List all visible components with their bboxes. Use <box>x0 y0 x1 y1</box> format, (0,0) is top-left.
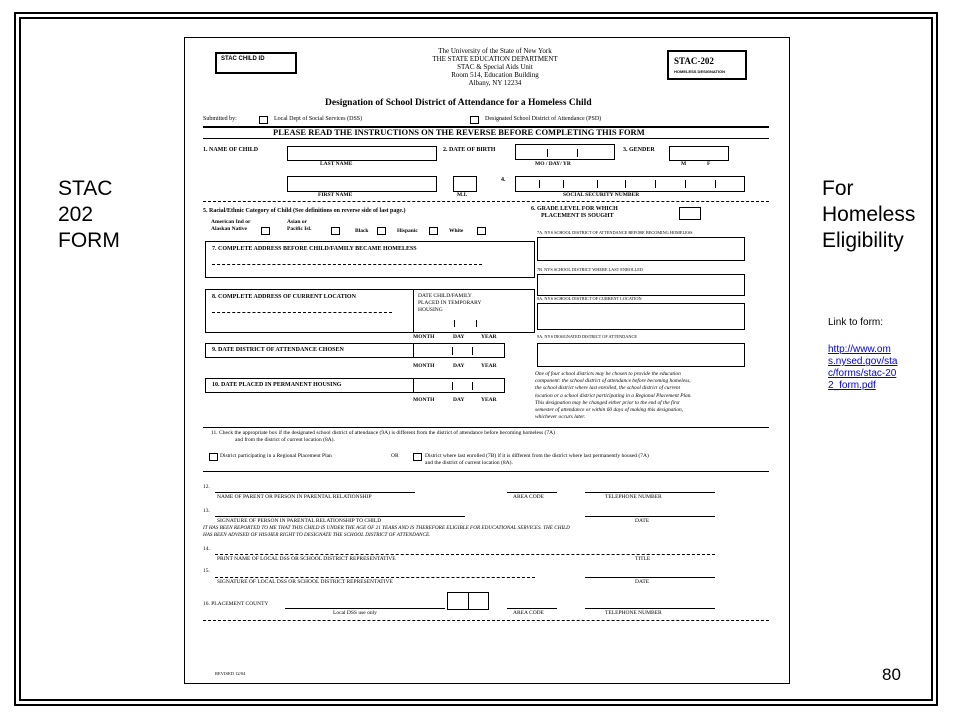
option-psd-label: Designated School District of Attendance (PSD) <box>485 116 602 122</box>
field-10-label: 10. DATE PLACED IN PERMANENT HOUSING <box>212 382 342 388</box>
child-id-box <box>215 52 297 74</box>
dob-sub-label: MO / DAY/ YR <box>535 161 571 167</box>
separator <box>472 347 473 355</box>
race-aian-label <box>211 219 250 233</box>
race-aian-line: Alaskan Native <box>211 226 247 232</box>
parent-signature-label: SIGNATURE OF PERSON IN PARENTAL RELATIONSHIP TO CHILD <box>217 518 382 524</box>
month-label: MONTH <box>413 397 435 403</box>
field-7-label: 7. COMPLETE ADDRESS BEFORE CHILD/FAMILY BECAME HOMELESS <box>212 246 417 252</box>
race-api-line: Pacific Isl. <box>287 226 312 232</box>
field-13-number: 13. <box>203 508 210 514</box>
separator <box>597 180 598 188</box>
day-label: DAY <box>453 334 465 340</box>
separator <box>452 382 453 390</box>
ssn-input[interactable] <box>515 176 745 192</box>
month-label: MONTH <box>413 363 435 369</box>
county-line[interactable] <box>285 608 445 609</box>
dss-use-label: Local DSS use only <box>333 610 377 616</box>
field-15-number: 15. <box>203 568 210 574</box>
race-aian-line: American Ind or <box>211 219 251 225</box>
separator <box>655 180 656 188</box>
mi-label: M.I. <box>457 192 468 198</box>
right-title-line: Eligibility <box>822 229 904 252</box>
separator <box>413 379 414 393</box>
checkbox-dss[interactable] <box>259 116 268 124</box>
representative-signature-line[interactable] <box>215 577 535 578</box>
field-8-date-line: HOUSING <box>418 307 443 313</box>
right-title-line: Homeless <box>822 203 916 226</box>
field-11-option-2-cont: and the district of current location (8A). <box>425 460 513 466</box>
separator <box>715 180 716 188</box>
telephone-line[interactable] <box>585 608 715 609</box>
field-6-line: 6. GRADE LEVEL FOR WHICH <box>531 206 618 212</box>
separator <box>472 382 473 390</box>
field-8-box <box>205 289 535 333</box>
field-6-label <box>531 206 618 220</box>
field-7-box[interactable] <box>205 241 535 278</box>
separator <box>413 290 414 333</box>
input-line <box>212 312 392 313</box>
year-label: YEAR <box>481 334 497 340</box>
stac-202-form <box>184 37 790 684</box>
field-9a-input[interactable] <box>537 343 745 367</box>
link-label: Link to form: <box>828 317 884 328</box>
form-code: STAC-202 <box>674 56 714 66</box>
option-dss-label: Local Dept of Social Services (DSS) <box>274 116 363 122</box>
form-code-sub: HOMELESS DESIGNATION <box>674 69 726 74</box>
header-line: Albany, NY 12234 <box>468 79 522 87</box>
submitted-by-label: Submitted by: <box>203 116 237 122</box>
race-api-line: Asian or <box>287 219 308 225</box>
parent-name-line[interactable] <box>215 492 415 493</box>
note-line: This designation may be changed either prior to the end of the first <box>535 399 680 406</box>
date-line[interactable] <box>585 577 715 578</box>
day-label: DAY <box>453 397 465 403</box>
right-title <box>822 176 915 254</box>
separator <box>539 180 540 188</box>
field-8a-label: 8A. NYS SCHOOL DISTRICT OF CURRENT LOCATION <box>537 296 642 301</box>
representative-name-label: PRINT NAME OF LOCAL DSS OR SCHOOL DISTRICT REPRESENTATIVE <box>217 556 396 562</box>
header-line: Room 514, Education Building <box>451 71 539 79</box>
left-title-line: 202 <box>58 203 94 226</box>
eligibility-note-cont: HAS BEEN ADVISED OF HIS/HER RIGHT TO DESIGNATE THE SCHOOL DISTRICT OF ATTENDANCE. <box>203 532 431 538</box>
form-link[interactable]: http://www.oms.nysed.gov/stac/forms/stac-202_form.pdf <box>828 344 898 391</box>
separator <box>563 180 564 188</box>
area-code-label: AREA CODE <box>513 610 545 616</box>
gender-f: F <box>707 161 711 167</box>
instructions: PLEASE READ THE INSTRUCTIONS ON THE REVERSE BEFORE COMPLETING THIS FORM <box>273 127 645 137</box>
form-code-box <box>667 50 747 80</box>
note-line: the school district where last enrolled, the school district of current <box>535 385 681 392</box>
eligibility-note: IT HAS BEEN REPORTED TO ME THAT THIS CHILD IS UNDER THE AGE OF 21 YEARS AND IS THEREFORE ELIGIBLE FOR EDUCATIONAL SERVICES. THE CHILD <box>203 525 570 531</box>
last-name-input[interactable] <box>287 146 437 161</box>
field-9-label: 9. DATE DISTRICT OF ATTENDANCE CHOSEN <box>212 347 344 353</box>
field-11-label: 11. Check the appropriate box if the designated school district of attendance (9A) is different from the district of attendance before becoming homeless (7A) <box>211 430 555 436</box>
date-label: DATE <box>635 579 650 585</box>
grade-input[interactable] <box>679 207 701 220</box>
date-line[interactable] <box>585 516 715 517</box>
separator <box>452 347 453 355</box>
parent-name-label: NAME OF PARENT OR PERSON IN PARENTAL RELATIONSHIP <box>217 494 372 500</box>
checkbox-black[interactable] <box>377 227 386 235</box>
left-title-line: FORM <box>58 229 120 252</box>
field-12-number: 12. <box>203 484 210 490</box>
separator <box>468 593 469 610</box>
field-14-number: 14. <box>203 546 210 552</box>
gender-m: M <box>681 161 687 167</box>
field-5-label: 5. Racial/Ethnic Category of Child (See definitions on reverse side of last page.) <box>203 208 406 214</box>
left-title <box>58 176 120 254</box>
race-white-label: White <box>449 228 464 234</box>
field-4-label: 4. <box>501 177 506 183</box>
right-title-line: For <box>822 177 854 200</box>
dob-input[interactable] <box>515 144 615 160</box>
checkbox-white[interactable] <box>477 227 486 235</box>
field-7a-input[interactable] <box>537 237 745 261</box>
field-10-box <box>205 378 505 393</box>
year-label: YEAR <box>481 397 497 403</box>
note-line: component: the school district of attendance before becoming homeless, <box>535 378 691 385</box>
gender-input[interactable] <box>669 146 729 161</box>
field-6-line: PLACEMENT IS SOUGHT <box>541 213 614 219</box>
separator <box>625 180 626 188</box>
header-line: THE STATE EDUCATION DEPARTMENT <box>432 55 558 63</box>
parent-signature-line[interactable] <box>215 516 465 517</box>
field-8-date-label <box>418 293 481 314</box>
separator <box>476 320 477 327</box>
designation-note <box>535 371 692 421</box>
field-9-box <box>205 343 505 358</box>
title-label: TITLE <box>635 556 651 562</box>
note-line: semester of attendance or within 60 days of making this designation, <box>535 407 684 414</box>
field-2-label: 2. DATE OF BIRTH <box>443 147 496 153</box>
page-number: 80 <box>882 665 901 684</box>
note-line: whichever occurs later. <box>535 414 586 421</box>
mi-input[interactable] <box>453 176 477 192</box>
field-8-date-line: PLACED IN TEMPORARY <box>418 300 482 306</box>
field-11-or: OR <box>391 453 399 459</box>
area-code-label: AREA CODE <box>513 494 545 500</box>
race-black-label: Black <box>355 228 369 234</box>
month-label: MONTH <box>413 334 435 340</box>
field-1-label: 1. NAME OF CHILD <box>203 147 259 153</box>
child-id-label: STAC CHILD ID <box>221 56 265 62</box>
field-7b-label: 7B. NYS SCHOOL DISTRICT WHERE LAST ENROLLED <box>537 267 643 272</box>
first-name-label: FIRST NAME <box>318 192 353 198</box>
separator <box>454 320 455 327</box>
field-8-label: 8. COMPLETE ADDRESS OF CURRENT LOCATION <box>212 294 356 300</box>
checkbox-regional-plan[interactable] <box>209 453 218 461</box>
checkbox-psd[interactable] <box>470 116 479 124</box>
input-line <box>212 264 482 265</box>
form-title: Designation of School District of Attendance for a Homeless Child <box>325 98 592 108</box>
field-11-option-2: District where last enrolled (7B) if it is different from the district where last permanently housed (7A) <box>425 453 649 459</box>
field-11-label-cont: and from the district of current location (8A). <box>235 437 335 443</box>
revised-label: REVISED 12/04 <box>215 671 246 676</box>
divider <box>203 471 769 472</box>
field-8a-input[interactable] <box>537 303 745 330</box>
first-name-input[interactable] <box>287 176 437 192</box>
checkbox-api[interactable] <box>331 227 340 235</box>
field-11-option-1: District participating in a Regional Placement Plan <box>220 453 332 459</box>
field-9a-label: 9A. NYS DESIGNATED DISTRICT OF ATTENDANCE <box>537 334 637 339</box>
checkbox-aian[interactable] <box>261 227 270 235</box>
telephone-label: TELEPHONE NUMBER <box>605 610 662 616</box>
divider <box>203 620 769 621</box>
note-line: One of four school districts may be chosen to provide the education <box>535 371 681 377</box>
separator <box>413 344 414 358</box>
ssn-label: SOCIAL SECURITY NUMBER <box>563 192 640 198</box>
race-api-label <box>287 219 311 233</box>
date-label: DATE <box>635 518 650 524</box>
note-line: location or a school district participating in a Regional Placement Plan. <box>535 392 692 399</box>
area-code-line[interactable] <box>507 608 557 609</box>
divider <box>203 427 769 428</box>
representative-name-line[interactable] <box>215 554 715 555</box>
year-label: YEAR <box>481 363 497 369</box>
race-hispanic-label: Hispanic <box>397 228 418 234</box>
divider <box>203 138 769 139</box>
checkbox-last-enrolled[interactable] <box>413 453 422 461</box>
separator <box>577 149 578 157</box>
field-3-label: 3. GENDER <box>623 147 655 153</box>
representative-signature-label: SIGNATURE OF LOCAL DSS OR SCHOOL DISTRICT REPRESENTATIVE <box>217 579 393 585</box>
divider <box>203 201 769 202</box>
header-line: The University of the State of New York <box>438 47 552 55</box>
telephone-label: TELEPHONE NUMBER <box>605 494 662 500</box>
county-code-input[interactable] <box>447 592 489 610</box>
field-7b-input[interactable] <box>537 274 745 296</box>
field-16-label: 16. PLACEMENT COUNTY <box>203 601 269 607</box>
checkbox-hispanic[interactable] <box>429 227 438 235</box>
separator <box>547 149 548 157</box>
day-label: DAY <box>453 363 465 369</box>
left-title-line: STAC <box>58 177 113 200</box>
telephone-line[interactable] <box>585 492 715 493</box>
header-line: STAC & Special Aids Unit <box>457 63 533 71</box>
separator <box>685 180 686 188</box>
area-code-line[interactable] <box>507 492 557 493</box>
last-name-label: LAST NAME <box>320 161 353 167</box>
form-header <box>385 47 605 87</box>
field-8-date-line: DATE CHILD/FAMILY <box>418 293 472 299</box>
field-7a-label: 7A. NYS SCHOOL DISTRICT OF ATTENDANCE BEFORE BECOMING HOMELESS <box>537 230 693 235</box>
